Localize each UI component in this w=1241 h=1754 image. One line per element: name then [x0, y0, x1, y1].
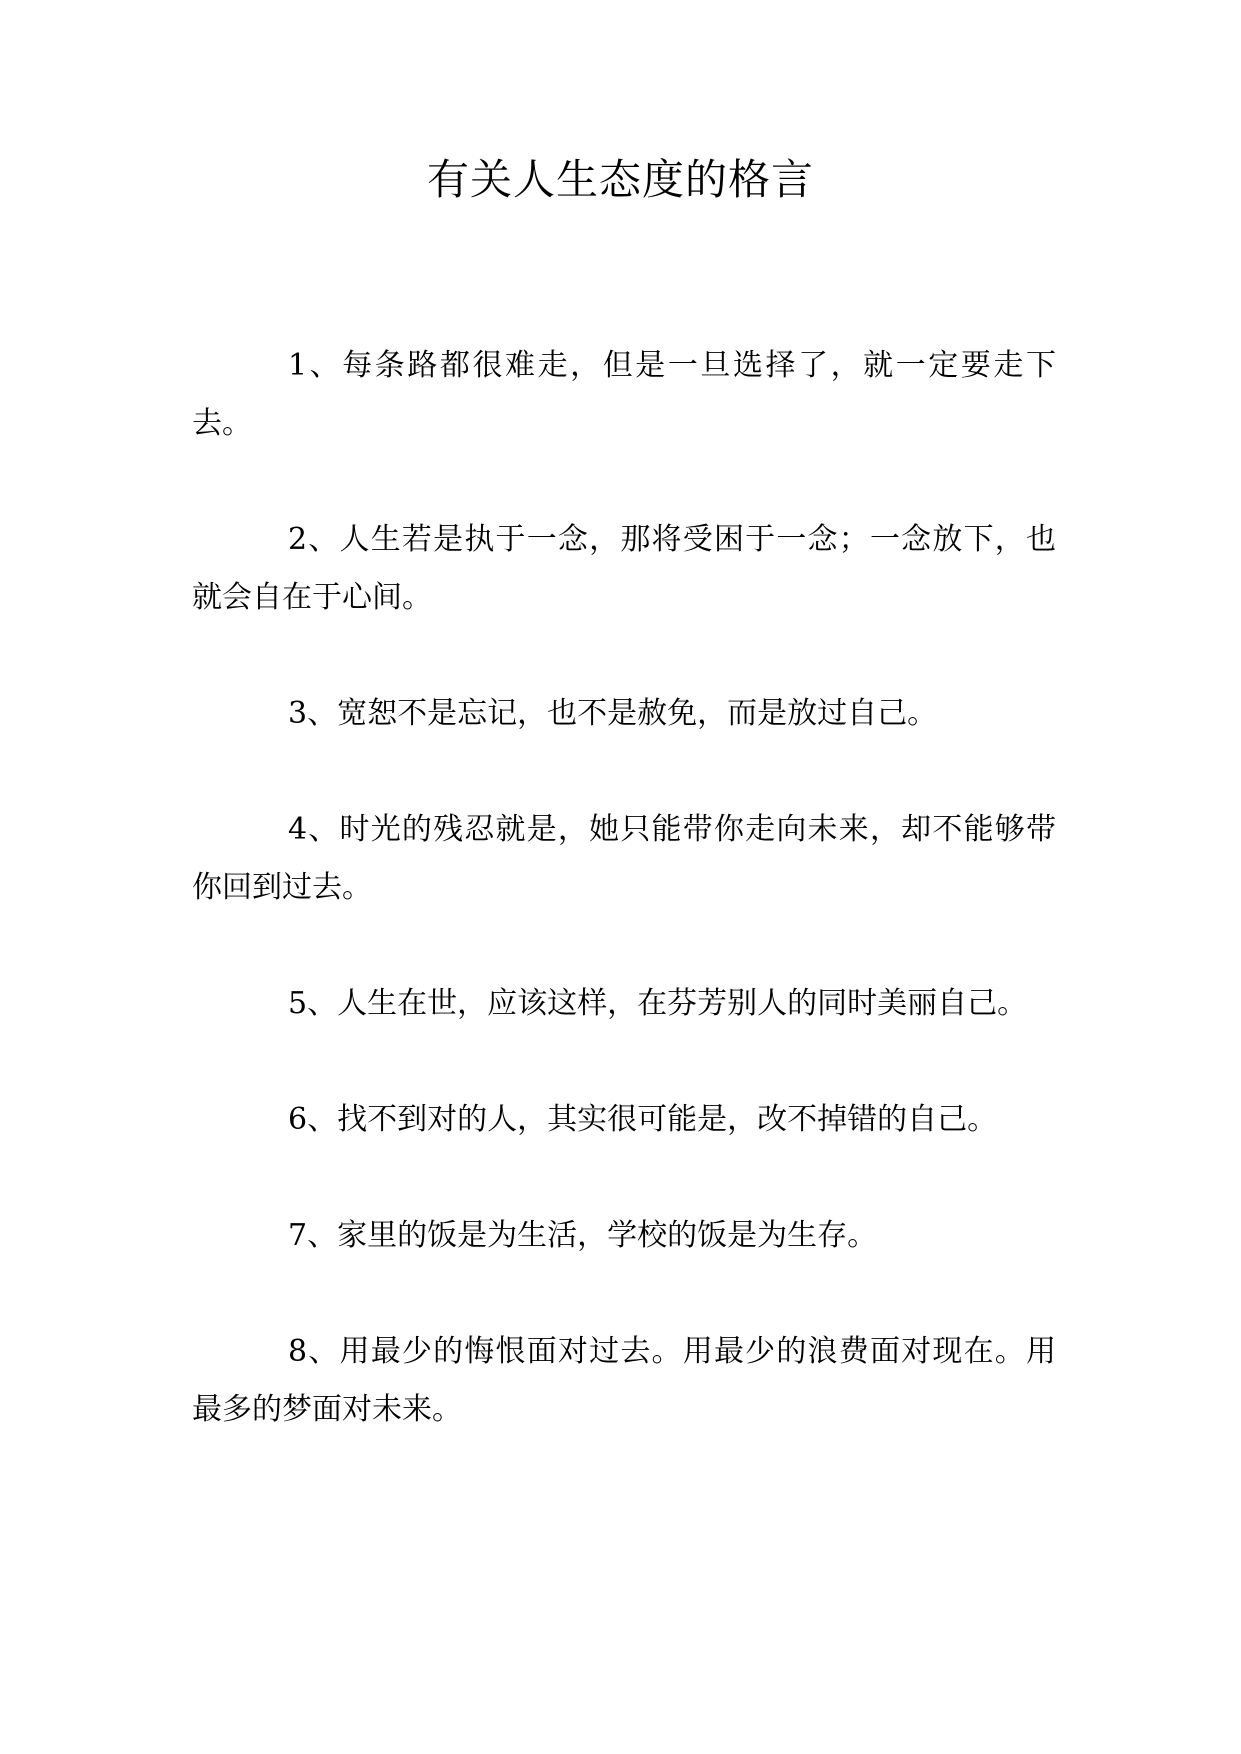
quote-paragraph-2: 2、人生若是执于一念，那将受困于一念；一念放下，也就会自在于心间。	[192, 522, 1056, 615]
quote-paragraph-6: 6、找不到对的人，其实很可能是，改不掉错的自己。	[288, 1102, 998, 1137]
quote-paragraph-8: 8、用最少的悔恨面对过去。用最少的浪费面对现在。用最多的梦面对未来。	[192, 1334, 1056, 1427]
document-title: 有关人生态度的格言	[426, 155, 814, 204]
quote-paragraph-1: 1、每条路都很难走，但是一旦选择了，就一定要走下去。	[192, 348, 1056, 441]
quote-paragraph-7: 7、家里的饭是为生活，学校的饭是为生存。	[288, 1218, 878, 1253]
quote-paragraph-3: 3、宽恕不是忘记，也不是赦免，而是放过自己。	[288, 696, 938, 731]
quote-paragraph-4: 4、时光的残忍就是，她只能带你走向未来，却不能够带你回到过去。	[192, 812, 1056, 905]
document-body	[192, 337, 1056, 1497]
quote-paragraph-5: 5、人生在世，应该这样，在芬芳别人的同时美丽自己。	[288, 986, 1028, 1021]
